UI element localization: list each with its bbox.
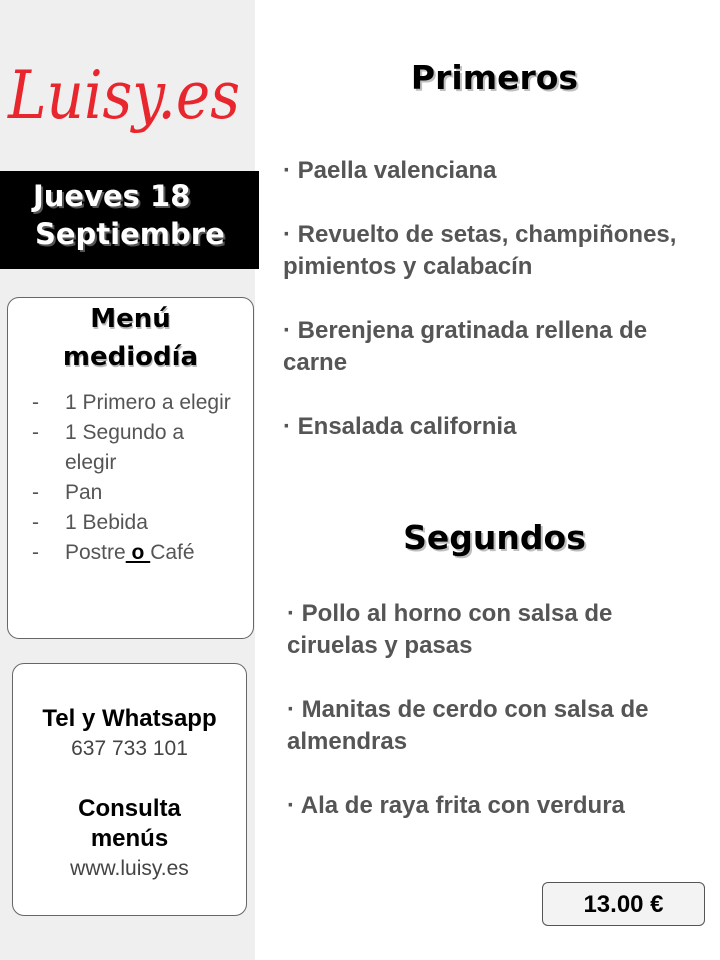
list-item: [8, 418, 253, 478]
menu-title-line1: Menú: [90, 304, 171, 334]
menu-mediodia-box: [7, 297, 254, 639]
segundos-list: [287, 598, 707, 854]
list-dash: -: [32, 481, 39, 504]
list-item-text-or: o: [125, 541, 151, 564]
list-item: [8, 538, 253, 568]
list-item-text: 1 Primero a elegir: [65, 391, 231, 414]
list-item-text: 1 Segundo a elegir: [65, 421, 185, 474]
dish-item: · Pollo al horno con salsa de ciruelas y pasas: [287, 600, 613, 659]
list-item: [8, 508, 253, 538]
dish-item: · Paella valenciana: [283, 157, 497, 184]
list-dash: -: [32, 391, 39, 414]
menu-title: [8, 300, 253, 376]
segundos-heading: Segundos: [403, 518, 586, 557]
list-item-text-cafe: Café: [150, 541, 195, 564]
luisy-logo: [8, 52, 244, 148]
list-dash: -: [32, 541, 39, 564]
menus-label-line2: menús: [90, 825, 169, 852]
primeros-list: [283, 155, 703, 475]
tel-label: Tel y Whatsapp: [42, 705, 217, 732]
website-link[interactable]: www.luisy.es: [70, 857, 189, 880]
list-item: [8, 388, 253, 418]
dish-item: · Revuelto de setas, champiñones, pimientos y calabacín: [283, 221, 677, 280]
primeros-heading: Primeros: [410, 58, 579, 97]
menu-title-line2: mediodía: [62, 342, 199, 372]
list-item-text: Pan: [65, 481, 103, 504]
dish-item: · Ensalada california: [283, 413, 517, 440]
list-item-text-postre: Postre: [65, 541, 126, 564]
logo-text: Luisy.es: [7, 57, 241, 134]
date-month: Septiembre: [35, 217, 225, 251]
date-day: Jueves 18: [33, 179, 191, 213]
date-banner: [0, 171, 259, 269]
tel-number[interactable]: 637 733 101: [71, 737, 188, 760]
list-item: [8, 478, 253, 508]
sidebar: [0, 0, 255, 960]
list-item-text: 1 Bebida: [65, 511, 148, 534]
dish-item: · Berenjena gratinada rellena de carne: [283, 317, 648, 376]
dish-item: · Manitas de cerdo con salsa de almendras: [287, 696, 649, 755]
list-dash: -: [32, 421, 39, 444]
price-badge: 13.00 €: [542, 882, 705, 926]
list-dash: -: [32, 511, 39, 534]
menu-includes-list: [8, 388, 253, 568]
dish-item: · Ala de raya frita con verdura: [287, 792, 625, 819]
contact-box: [12, 663, 247, 916]
menus-label-line1: Consulta: [78, 795, 181, 822]
logo-svg: [8, 52, 244, 148]
